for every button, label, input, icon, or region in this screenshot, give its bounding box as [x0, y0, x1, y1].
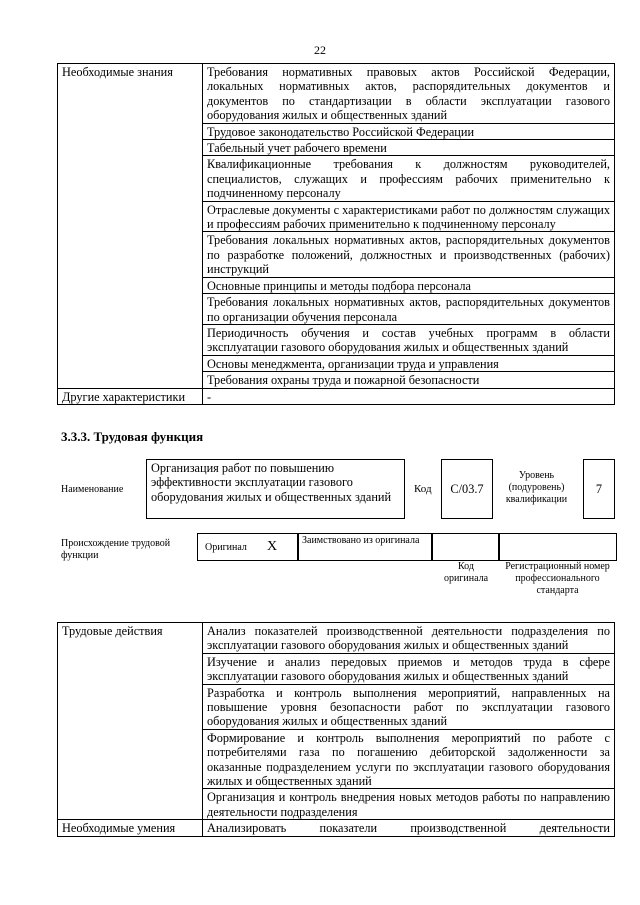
table-row — [58, 623, 615, 654]
knowledge-item: Табельный учет рабочего времени — [203, 140, 615, 156]
page-number: 22 — [314, 43, 326, 57]
knowledge-item: Периодичность обучения и состав учебных программ в области эксплуатации газового оборудования жилых и общественных зданий — [203, 324, 615, 355]
action-item: Формирование и контроль выполнения мероприятий по работе с потребителями газа по погашению дебиторской задолженности за оказанные подразделением услуги по эксплуатации газового оборудования жилых и общественных зданий — [203, 729, 615, 789]
origin-label: Происхождение трудовой функции — [61, 538, 171, 561]
actions-table — [57, 622, 615, 837]
knowledge-item: Отраслевые документы с характеристиками работ по должностям служащих и профессиям рабочих применительно к подчиненному персоналу — [203, 201, 615, 232]
skills-label: Необходимые умения — [58, 820, 203, 836]
level-box — [583, 459, 615, 519]
action-item: Анализ показателей производственной деятельности подразделения по эксплуатации газового оборудования жилых и общественных зданий — [203, 623, 615, 654]
table-row — [58, 64, 615, 124]
knowledge-item: Квалификационные требования к должностям руководителей, специалистов, служащих и профессиям рабочих применительно к подчиненному персоналу — [203, 156, 615, 201]
other-value: - — [203, 388, 615, 404]
other-label: Другие характеристики — [58, 388, 203, 404]
knowledge-item: Требования нормативных правовых актов Российской Федерации, локальных нормативных актов, распорядительных документов и документов по стандартизации в области эксплуатации газового оборудования жилых и общественных зданий — [203, 64, 615, 124]
original-mark: X — [267, 539, 278, 554]
action-item: Организация и контроль внедрения новых методов работы по направлению деятельности подразделения — [203, 789, 615, 820]
borrowed-label: Заимствовано из оригинала — [302, 535, 420, 546]
reg-caption: Регистрационный номер профессионального стандарта — [505, 561, 610, 596]
name-label: Наименование — [61, 484, 124, 495]
section-title: 3.3.3. Трудовая функция — [61, 429, 204, 444]
table-row — [58, 820, 615, 836]
origin-code-cell — [431, 533, 500, 561]
original-label: Оригинал — [205, 542, 247, 553]
code-label: Код — [414, 483, 432, 495]
code-box — [441, 459, 493, 519]
knowledge-item: Трудовое законодательство Российской Федерации — [203, 123, 615, 139]
knowledge-label: Необходимые знания — [58, 64, 203, 389]
table-row — [58, 388, 615, 404]
actions-label: Трудовые действия — [58, 623, 203, 820]
level-value: 7 — [595, 482, 603, 496]
knowledge-item: Основные принципы и методы подбора персонала — [203, 277, 615, 293]
knowledge-item: Требования локальных нормативных актов, распорядительных документов по разработке положений, должностных и производственных (рабочих) инструкций — [203, 232, 615, 277]
level-label: Уровень (подуровень) квалификации — [505, 470, 568, 505]
knowledge-item: Требования охраны труда и пожарной безопасности — [203, 372, 615, 388]
name-box — [146, 459, 405, 519]
skill-item: Анализировать показатели производственной деятельности — [203, 820, 615, 836]
name-value: Организация работ по повышению эффективности эксплуатации газового оборудования жилых и общественных зданий — [151, 461, 392, 504]
origin-reg-cell — [498, 533, 617, 561]
knowledge-table — [57, 63, 615, 405]
knowledge-item: Требования локальных нормативных актов, распорядительных документов по организации обучения персонала — [203, 294, 615, 325]
action-item: Изучение и анализ передовых приемов и методов труда в сфере эксплуатации газового оборудования жилых и общественных зданий — [203, 653, 615, 684]
code-caption: Код оригинала — [443, 561, 489, 584]
knowledge-item: Основы менеджмента, организации труда и управления — [203, 355, 615, 371]
action-item: Разработка и контроль выполнения мероприятий, направленных на повышение уровня безопасности работ по эксплуатации газового оборудования жилых и общественных зданий — [203, 684, 615, 729]
code-value: C/03.7 — [450, 482, 484, 496]
